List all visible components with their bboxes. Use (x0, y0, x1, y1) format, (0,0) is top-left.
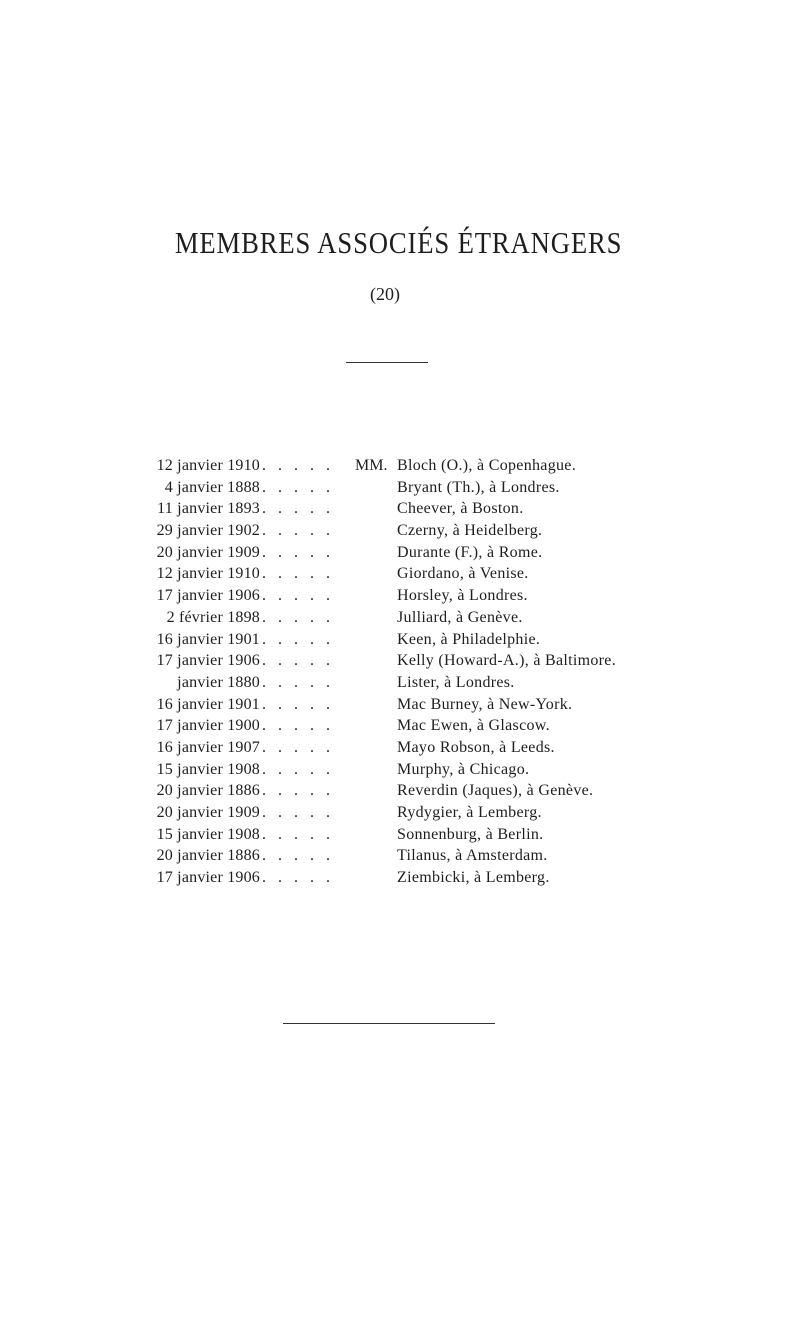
member-date: 17 janvier 1900 (156, 717, 260, 735)
leader-dots: . . . . . (262, 738, 334, 756)
member-name: Durante (F.), à Rome. (397, 543, 543, 561)
leader-dots: . . . . . (262, 608, 334, 626)
member-row (0, 867, 800, 889)
member-name: Tilanus, à Amsterdam. (397, 847, 548, 865)
leader-dots: . . . . . (262, 500, 334, 518)
leader-dots: . . . . . (262, 869, 334, 887)
member-date: 16 janvier 1907 (156, 738, 260, 756)
member-date: 12 janvier 1910 (156, 565, 260, 583)
member-name: Lister, à Londres. (397, 673, 515, 691)
member-row (0, 498, 800, 520)
member-name: Bloch (O.), à Copenhague. (397, 457, 577, 474)
member-row (0, 455, 800, 477)
member-date: 12 janvier 1910 (156, 457, 260, 474)
member-name: Keen, à Philadelphie. (397, 630, 541, 648)
member-name: Giordano, à Venise. (397, 565, 529, 583)
member-name: Horsley, à Londres. (397, 587, 528, 605)
member-date: 29 janvier 1902 (156, 522, 260, 540)
member-name: Bryant (Th.), à Londres. (397, 478, 560, 496)
member-name: Czerny, à Heidelberg. (397, 522, 543, 540)
member-row (0, 802, 800, 824)
member-date: 20 janvier 1909 (156, 543, 260, 561)
member-date: 15 janvier 1908 (156, 760, 260, 778)
member-date: 17 janvier 1906 (156, 652, 260, 670)
member-date: 20 janvier 1886 (156, 782, 260, 800)
member-date: 2 février 1898 (166, 608, 260, 626)
leader-dots: . . . . . (262, 522, 334, 540)
member-count: (20) (370, 284, 400, 304)
member-name: Mayo Robson, à Leeds. (397, 738, 555, 756)
leader-dots: . . . . . (262, 760, 334, 778)
member-row (0, 845, 800, 867)
leader-dots: . . . . . (262, 717, 334, 735)
leader-dots: . . . . . (262, 652, 334, 670)
member-row (0, 780, 800, 802)
leader-dots: . . . . . (262, 457, 334, 474)
leader-dots: . . . . . (262, 695, 334, 713)
leader-dots: . . . . . (262, 630, 334, 648)
member-date: 11 janvier 1893 (157, 500, 260, 518)
member-date: 15 janvier 1908 (156, 825, 260, 843)
leader-dots: . . . . . (262, 847, 334, 865)
leader-dots: . . . . . (262, 543, 334, 561)
member-name: Mac Ewen, à Glascow. (397, 717, 550, 735)
member-name: Cheever, à Boston. (397, 500, 524, 518)
page-title: MEMBRES ASSOCIÉS ÉTRANGERS (174, 225, 623, 260)
leader-dots: . . . . . (262, 587, 334, 605)
member-name: Rydygier, à Lemberg. (397, 804, 542, 821)
leader-dots: . . . . . (262, 673, 334, 691)
member-row (0, 824, 800, 846)
leader-dots: . . . . . (262, 478, 334, 496)
bottom-divider (283, 1023, 495, 1024)
member-date: 16 janvier 1901 (156, 695, 260, 713)
member-name: Ziembicki, à Lemberg. (397, 869, 550, 887)
member-date: 17 janvier 1906 (156, 869, 260, 887)
member-row (0, 563, 800, 585)
member-name: Murphy, à Chicago. (397, 760, 530, 778)
honorific-prefix: MM. (355, 457, 388, 474)
member-row (0, 672, 800, 694)
member-date: 20 janvier 1886 (156, 847, 260, 865)
member-name: Julliard, à Genève. (397, 608, 523, 626)
member-date: janvier 1880 (177, 673, 260, 691)
leader-dots: . . . . . (262, 804, 334, 821)
member-list (0, 455, 800, 889)
leader-dots: . . . . . (262, 565, 334, 583)
member-row (0, 715, 800, 737)
member-row (0, 585, 800, 607)
member-date: 16 janvier 1901 (156, 630, 260, 648)
member-date: 4 janvier 1888 (164, 478, 260, 496)
member-row (0, 759, 800, 781)
member-row (0, 542, 800, 564)
member-name: Sonnenburg, à Berlin. (397, 825, 544, 843)
member-row (0, 650, 800, 672)
top-divider (346, 362, 428, 363)
member-date: 17 janvier 1906 (156, 587, 260, 605)
leader-dots: . . . . . (262, 825, 334, 843)
member-row (0, 694, 800, 716)
member-row (0, 607, 800, 629)
member-date: 20 janvier 1909 (156, 804, 260, 821)
member-row (0, 629, 800, 651)
member-row (0, 737, 800, 759)
member-name: Reverdin (Jaques), à Genève. (397, 782, 594, 800)
member-row (0, 520, 800, 542)
member-row (0, 477, 800, 499)
member-name: Mac Burney, à New-York. (397, 695, 573, 713)
leader-dots: . . . . . (262, 782, 334, 800)
member-name: Kelly (Howard-A.), à Baltimore. (397, 652, 617, 670)
